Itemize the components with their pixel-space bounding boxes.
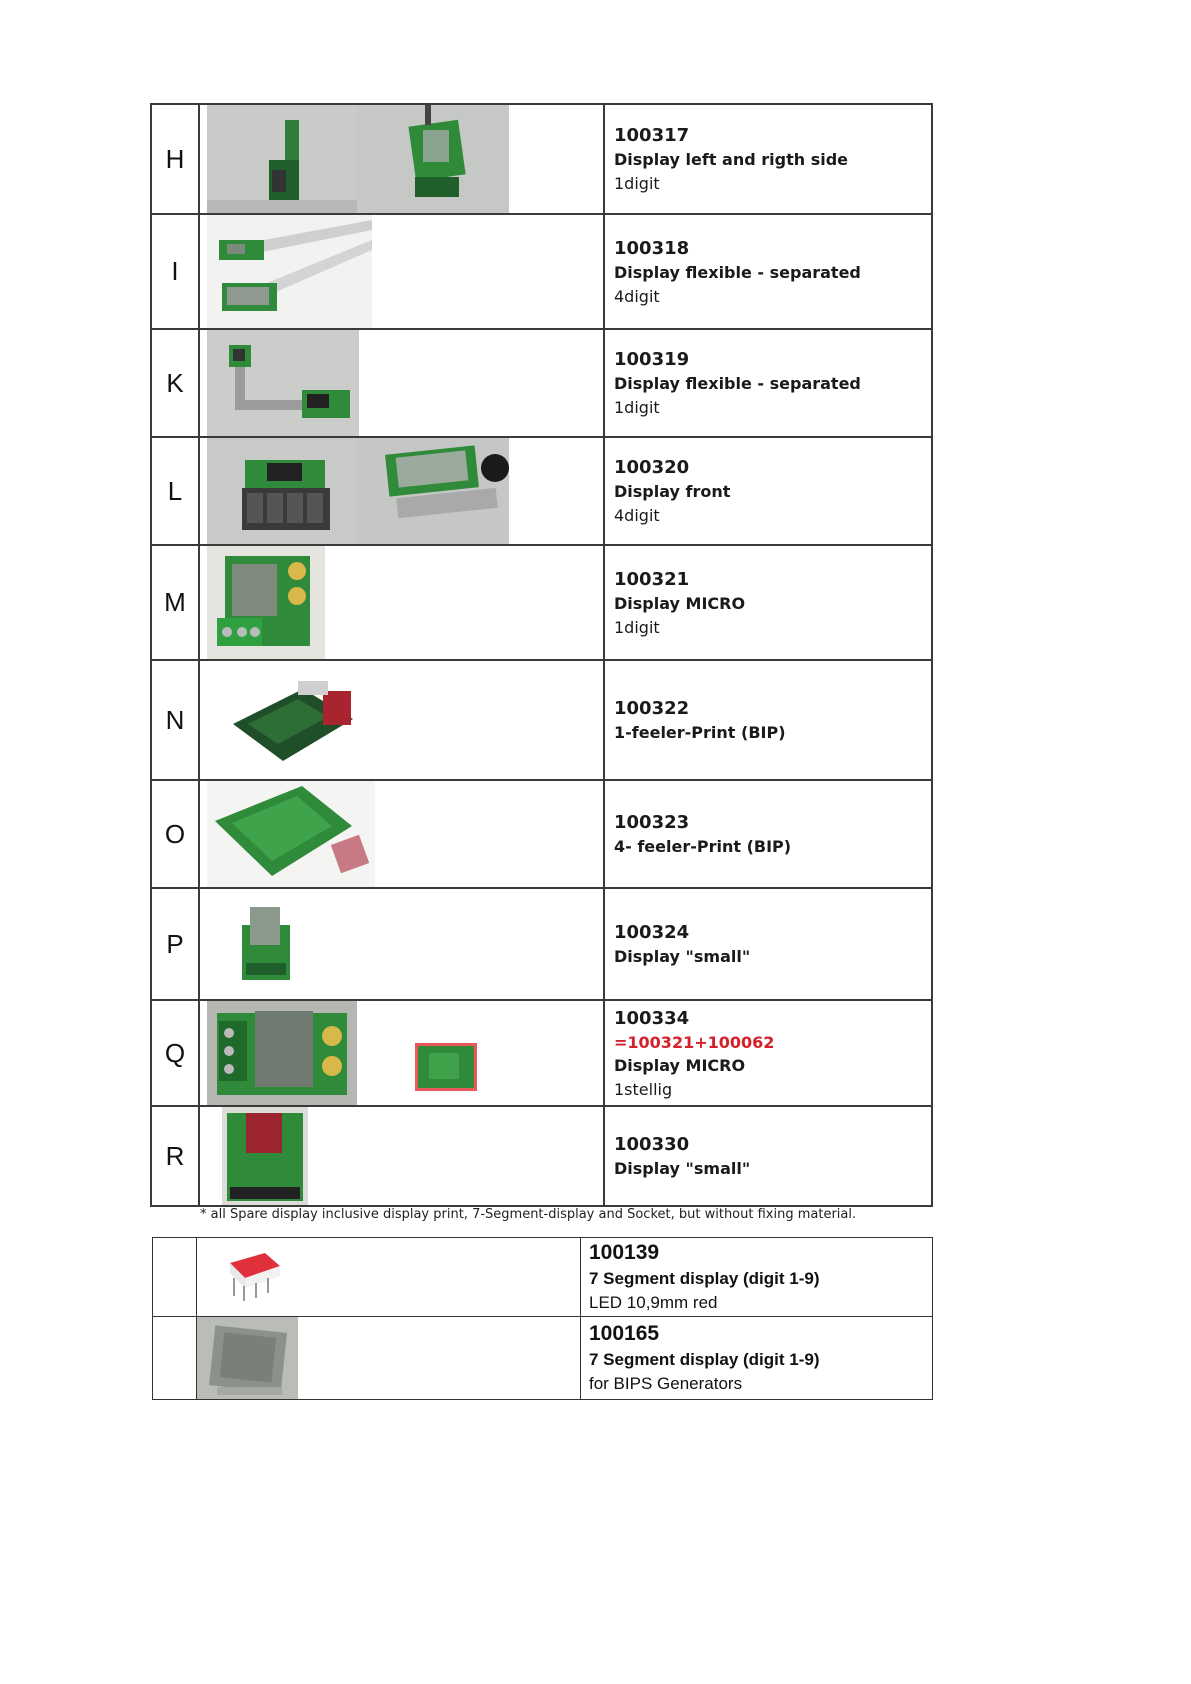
row-letter: L [151,437,199,545]
spare-part-code: 100139 [589,1240,660,1264]
product-code: 100317 [614,125,690,146]
product-description [604,437,932,545]
product-images [199,104,604,214]
product-photo [207,1001,357,1105]
product-code: 100318 [614,237,690,259]
spare-part-note: for BIPS Generators [589,1373,743,1393]
spare-part-image [197,1238,581,1317]
row-letter: H [151,104,199,214]
product-row [151,545,932,660]
product-code: 100320 [614,457,690,478]
footnote: * all Spare display inclusive display print, 7-Segment-display and Socket, but without fixing material. [200,1207,857,1222]
product-row [151,888,932,1000]
product-description [604,545,932,660]
product-title: Display MICRO [614,1055,746,1075]
product-photo [207,105,357,213]
product-images [199,437,604,545]
product-note: 1digit [614,617,660,637]
product-row [151,660,932,780]
product-description [604,104,932,214]
product-code: 100319 [614,349,690,370]
product-code: 100324 [614,921,690,943]
product-title: 1-feeler-Print (BIP) [614,722,786,742]
spare-part-code: 100165 [589,1321,660,1345]
product-photo [415,1043,477,1091]
product-description [604,1000,932,1106]
product-description [604,660,932,780]
product-row [151,1000,932,1106]
product-note: 1digit [614,174,660,193]
product-title: Display "small" [614,946,751,966]
product-photo [207,215,372,328]
product-title: Display left and rigth side [614,150,849,169]
product-photo [207,438,357,544]
row-letter: N [151,660,199,780]
product-images [199,214,604,329]
product-description [604,1106,932,1206]
row-letter: O [151,780,199,888]
product-photo [207,330,359,436]
product-row [151,104,932,214]
empty-cell [153,1317,197,1400]
product-code: 100330 [614,1133,690,1155]
product-description [604,214,932,329]
spare-part-image [197,1317,581,1400]
product-row [151,1106,932,1206]
product-note: 1digit [614,398,660,417]
product-row [151,214,932,329]
product-row [151,780,932,888]
product-images [199,329,604,437]
product-photo [197,1317,298,1399]
spare-part-title: 7 Segment display (digit 1-9) [589,1349,820,1369]
product-code: 100323 [614,811,690,833]
row-letter: P [151,888,199,1000]
product-note: 4digit [614,506,660,525]
product-title: 4- feeler-Print (BIP) [614,836,792,856]
empty-cell [153,1238,197,1317]
product-code: 100322 [614,697,690,719]
row-letter: M [151,545,199,660]
spare-part-title: 7 Segment display (digit 1-9) [589,1268,820,1288]
product-title: Display MICRO [614,593,746,613]
product-code: 100334 [614,1007,690,1029]
product-images [199,888,604,1000]
product-images [199,1000,604,1106]
product-combination: =100321+100062 [614,1032,775,1052]
spare-part-row [153,1317,933,1400]
product-code: 100321 [614,568,690,590]
product-photo [207,546,325,659]
product-title: Display flexible - separated [614,374,861,393]
product-photo [222,1107,308,1205]
spare-part-note: LED 10,9mm red [589,1292,718,1312]
product-photo [357,438,509,544]
product-note: 4digit [614,286,660,306]
product-photo [225,1248,283,1303]
row-letter: K [151,329,199,437]
product-images [199,780,604,888]
product-row [151,437,932,545]
product-photo [228,669,358,769]
product-description [604,780,932,888]
product-images [199,660,604,780]
product-row [151,329,932,437]
product-description [604,888,932,1000]
row-letter: I [151,214,199,329]
product-photo [207,781,375,887]
spare-part-description [581,1238,933,1317]
product-title: Display front [614,482,731,501]
spare-part-description [581,1317,933,1400]
product-table [150,103,933,1207]
row-letter: R [151,1106,199,1206]
product-title: Display "small" [614,1158,751,1178]
product-description [604,329,932,437]
spare-part-row [153,1238,933,1317]
product-images [199,545,604,660]
product-photo [357,105,509,213]
product-title: Display flexible - separated [614,262,861,282]
spare-parts-table [152,1237,933,1400]
product-images [199,1106,604,1206]
product-photo [238,905,294,983]
row-letter: Q [151,1000,199,1106]
product-note: 1stellig [614,1079,673,1099]
